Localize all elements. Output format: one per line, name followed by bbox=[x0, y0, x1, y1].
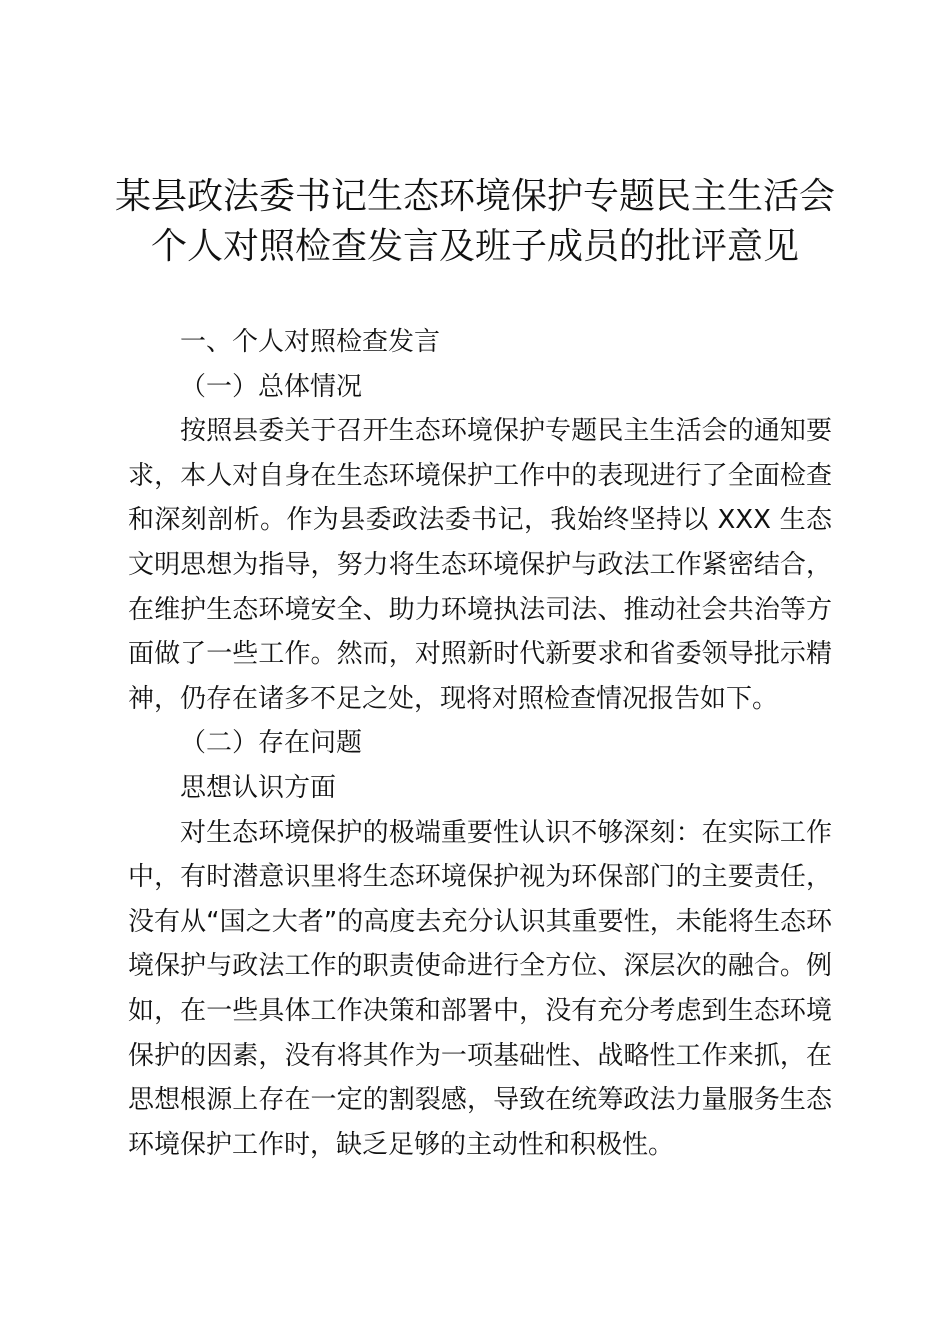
title-line-2: 个人对照检查发言及班子成员的批评意见 bbox=[150, 226, 799, 267]
document-body bbox=[128, 320, 832, 1167]
paragraph-overall-situation: 按照县委关于召开生态环境保护专题民主生活会的通知要求，本人对自身在生态环境保护工作中的表现进行了全面检查和深刻剖析。作为县委政法委书记，我始终坚持以 XXX 生态文明思想为指导，努力将生态环境保护与政法工作紧密结合，在维护生态环境安全、助力环境执法司法、推动社会共治等方面做了一些工作。然而，对照新时代新要求和省委领导批示精神，仍存在诸多不足之处，现将对照检查情况报告如下。 bbox=[128, 416, 832, 714]
section-heading-1: 一、个人对照检查发言 bbox=[180, 327, 441, 357]
title-line-1: 某县政法委书记生态环境保护专题民主生活会 bbox=[114, 176, 835, 217]
subsection-heading-1: （一）总体情况 bbox=[180, 371, 363, 402]
subsection-heading-2: （二）存在问题 bbox=[180, 728, 363, 759]
document-title bbox=[80, 172, 870, 272]
aspect-heading-thinking: 思想认识方面 bbox=[180, 772, 337, 803]
paragraph-thinking-issue: 对生态环境保护的极端重要性认识不够深刻：在实际工作中，有时潜意识里将生态环境保护视为环保部门的主要责任，没有从“国之大者”的高度去充分认识其重要性，未能将生态环境保护与政法工作的职责使命进行全方位、深层次的融合。例如，在一些具体工作决策和部署中，没有充分考虑到生态环境保护的因素，没有将其作为一项基础性、战略性工作来抓，在思想根源上存在一定的割裂感，导致在统筹政法力量服务生态环境保护工作时，缺乏足够的主动性和积极性。 bbox=[128, 817, 832, 1160]
